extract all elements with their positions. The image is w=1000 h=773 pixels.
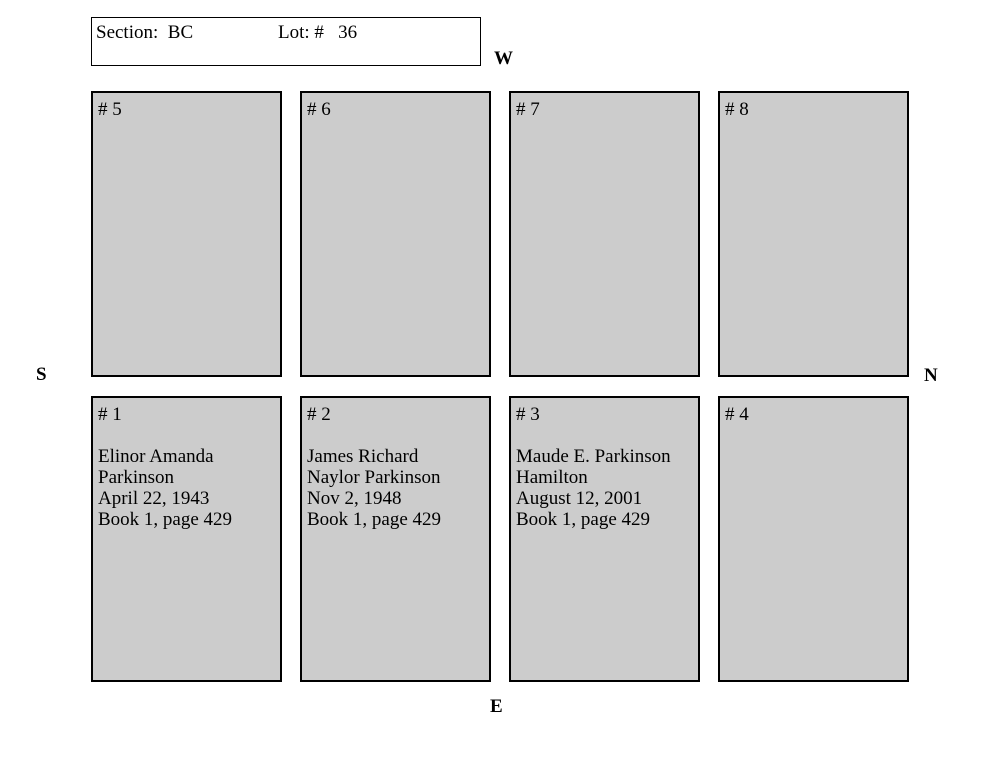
interment-date: August 12, 2001 <box>516 488 643 509</box>
plot-4 <box>718 396 909 682</box>
plot-5 <box>91 91 282 377</box>
plot-2 <box>300 396 491 682</box>
section-label: Section: BC <box>96 22 194 43</box>
plot-number: # 2 <box>307 404 331 425</box>
plot-6 <box>300 91 491 377</box>
compass-south: S <box>36 364 47 385</box>
burial-entry <box>98 446 280 530</box>
interred-name-line1: Maude E. Parkinson <box>516 446 671 467</box>
interred-name-line2: Hamilton <box>516 467 588 488</box>
plot-number: # 4 <box>725 404 749 425</box>
plot-8 <box>718 91 909 377</box>
interred-name-line1: Elinor Amanda <box>98 446 214 467</box>
plot-number: # 5 <box>98 99 122 120</box>
record-reference: Book 1, page 429 <box>516 509 651 530</box>
record-reference: Book 1, page 429 <box>98 509 233 530</box>
plot-number: # 3 <box>516 404 540 425</box>
plot-3 <box>509 396 700 682</box>
compass-east: E <box>490 696 503 717</box>
plot-number: # 6 <box>307 99 331 120</box>
burial-entry <box>307 446 489 530</box>
interred-name-line2: Parkinson <box>98 467 174 488</box>
burial-entry <box>516 446 698 530</box>
interment-date: April 22, 1943 <box>98 488 210 509</box>
compass-west: W <box>494 48 513 69</box>
interment-date: Nov 2, 1948 <box>307 488 402 509</box>
interred-name-line2: Naylor Parkinson <box>307 467 441 488</box>
interred-name-line1: James Richard <box>307 446 419 467</box>
lot-number-label: Lot: # 36 <box>278 22 358 43</box>
compass-north: N <box>924 365 938 386</box>
record-reference: Book 1, page 429 <box>307 509 442 530</box>
plot-number: # 7 <box>516 99 540 120</box>
plot-number: # 1 <box>98 404 122 425</box>
plot-number: # 8 <box>725 99 749 120</box>
plot-7 <box>509 91 700 377</box>
lot-header-box <box>91 17 481 66</box>
plot-1 <box>91 396 282 682</box>
